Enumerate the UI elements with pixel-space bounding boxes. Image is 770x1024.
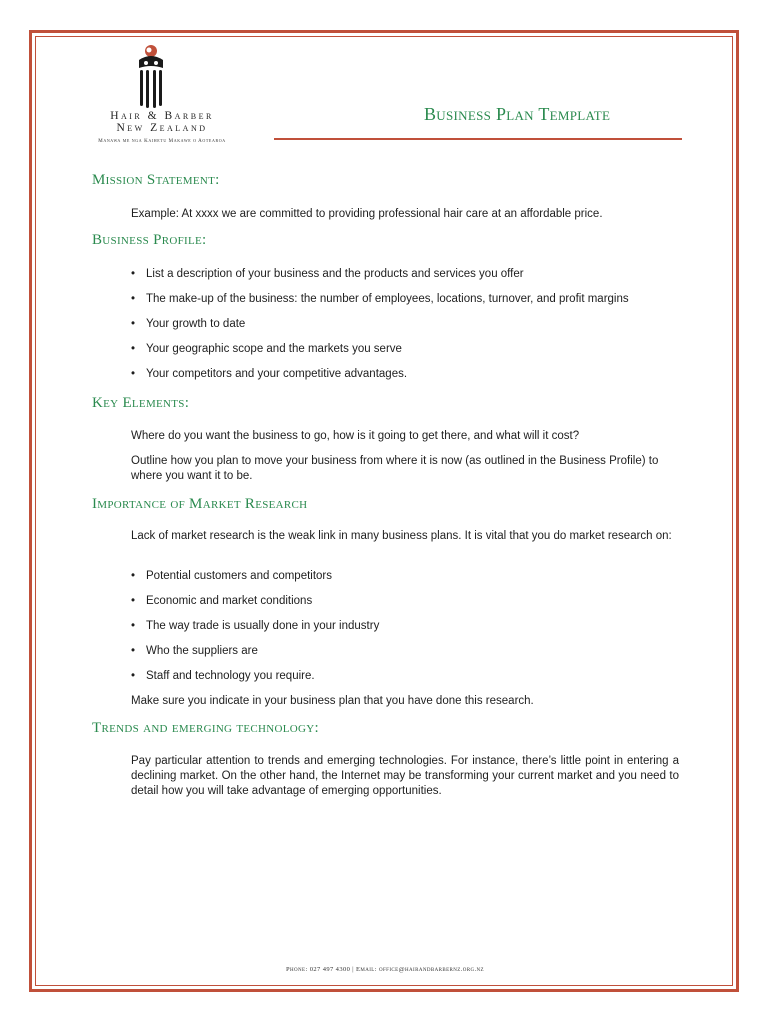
comb-logo-icon (136, 44, 166, 108)
list-item-text: The way trade is usually done in your industry (146, 620, 380, 632)
list-item-text: Your geographic scope and the markets you serve (146, 343, 402, 355)
bullet-dot: • (131, 595, 136, 607)
bullet-dot: • (131, 368, 136, 380)
bullet-dot: • (131, 343, 136, 355)
list-item (131, 292, 691, 307)
market-research-intro: Lack of market research is the weak link in many business plans. It is vital that you do market research on: (131, 530, 672, 542)
list-item-text: Economic and market conditions (146, 595, 313, 607)
document-title: Business Plan Template (424, 104, 611, 124)
list-item-text: Potential customers and competitors (146, 570, 333, 582)
title-divider (274, 138, 682, 140)
bullet-dot: • (131, 670, 136, 682)
heading-trends: Trends and emerging technology: (92, 720, 319, 736)
market-research-outro: Make sure you indicate in your business plan that you have done this research. (131, 695, 534, 707)
list-item-text: The make-up of the business: the number of employees, locations, turnover, and profit margins (146, 293, 629, 305)
list-item (131, 644, 691, 659)
list-item-text: Your competitors and your competitive advantages. (146, 368, 408, 380)
contact-footer: Phone: 027 497 4300 | Email: office@hairandbarbernz.org.nz (285, 966, 485, 973)
list-item-text: List a description of your business and the products and services you offer (146, 268, 524, 280)
logo-wordmark (82, 110, 242, 134)
bullet-dot: • (131, 268, 136, 280)
list-item-text: Staff and technology you require. (146, 670, 315, 682)
bullet-dot: • (131, 620, 136, 632)
list-item (131, 569, 691, 584)
list-item-text: Your growth to date (146, 318, 246, 330)
list-item (131, 669, 691, 684)
list-item (131, 594, 691, 609)
trends-text: Pay particular attention to trends and emerging technologies. For instance, there’s little point in entering a declining market. On the other hand, the Internet may be transforming your current market and you need to detail how you will take advantage of emerging opportunities. (131, 755, 679, 797)
list-item-text: Who the suppliers are (146, 645, 258, 657)
logo-line-2: New Zealand (116, 122, 208, 134)
list-item (131, 342, 691, 357)
list-item (131, 619, 691, 634)
mission-text: Example: At xxxx we are committed to providing professional hair care at an affordable price. (131, 208, 603, 220)
bullet-dot: • (131, 318, 136, 330)
logo (82, 44, 242, 148)
list-item (131, 317, 691, 332)
heading-business-profile: Business Profile: (92, 232, 207, 248)
logo-tagline: Manawa me nga Kaihetu Makawe o Aotearoa (98, 139, 226, 144)
bullet-dot: • (131, 293, 136, 305)
heading-key-elements: Key Elements: (92, 395, 190, 411)
key-elements-text-2: Outline how you plan to move your business from where it is now (as outlined in the Business Profile) to where you want it to be. (131, 455, 659, 482)
logo-line-1: Hair & Barber (110, 110, 214, 122)
heading-mission: Mission Statement: (92, 172, 220, 188)
list-item (131, 367, 691, 382)
heading-market-research: Importance of Market Research (92, 496, 308, 512)
key-elements-text-1: Where do you want the business to go, how is it going to get there, and what will it cost? (131, 430, 580, 442)
list-item (131, 267, 691, 282)
bullet-dot: • (131, 570, 136, 582)
bullet-dot: • (131, 645, 136, 657)
